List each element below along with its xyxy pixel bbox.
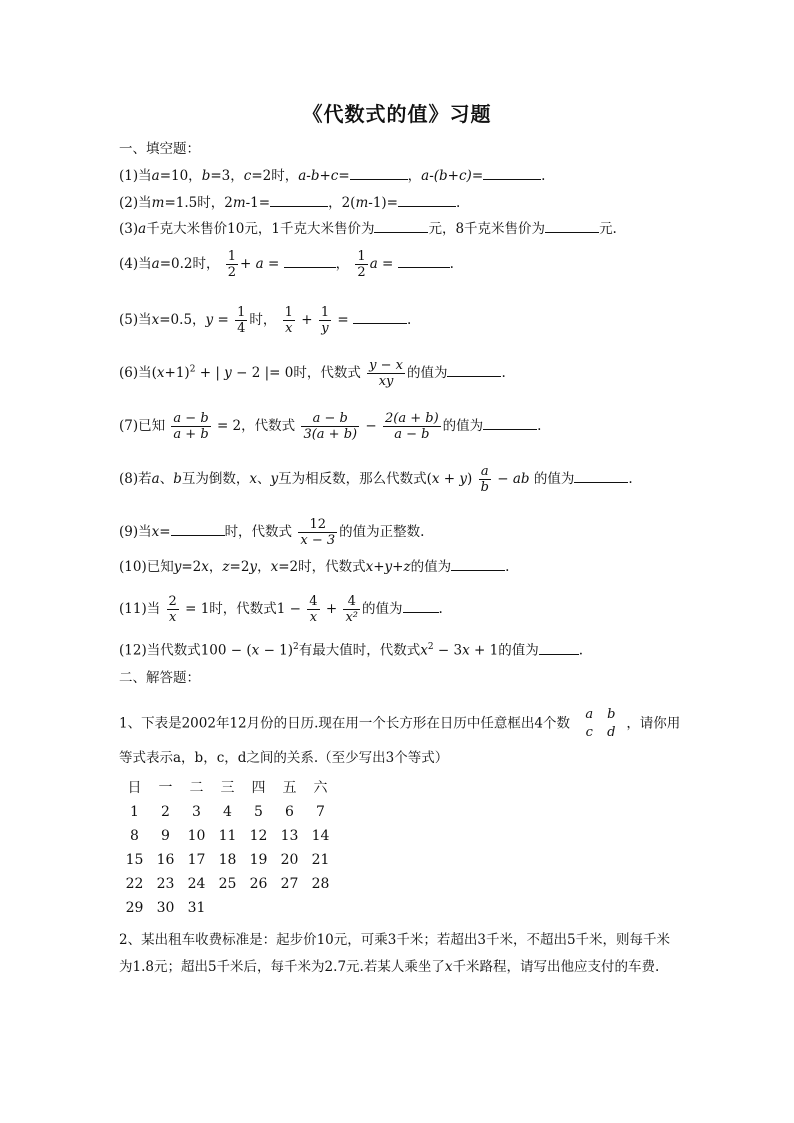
q10-text: . — [505, 559, 510, 575]
q10-text: ， — [257, 559, 271, 575]
calendar-day: 18 — [218, 852, 237, 868]
numerator: 12 — [309, 517, 327, 532]
weekday-header: 二 — [189, 780, 204, 796]
q8-text: . — [628, 471, 633, 487]
weekday-header: 三 — [220, 780, 235, 796]
q12-text: . — [578, 642, 584, 659]
q1-text: =2时， — [251, 168, 299, 184]
calendar-day: 7 — [316, 804, 325, 820]
answer-blank[interactable] — [171, 522, 225, 536]
q12-text: + 1 — [469, 642, 499, 659]
q1-text: =3， — [210, 168, 244, 184]
q8-var: a — [151, 471, 160, 487]
q2-text: (2)当 — [119, 195, 152, 211]
q11-text: 1 − — [276, 601, 306, 617]
q6-text: + | — [195, 365, 225, 381]
calendar-day: 24 — [187, 876, 206, 892]
problem-2-text: 为1.8元；超出5千米后，每千米为2.7元.若某人乘坐了 — [119, 959, 445, 975]
question-2 — [119, 193, 460, 212]
numerator: 4 — [347, 594, 356, 609]
answer-blank[interactable] — [284, 254, 336, 268]
denominator: 2 — [357, 265, 366, 280]
q5-text: + — [296, 312, 317, 328]
numerator: 4 — [309, 594, 318, 609]
numerator: 2 — [168, 594, 177, 609]
calendar-day: 22 — [125, 876, 144, 892]
q1-var: c — [243, 168, 252, 184]
denominator: a + b — [173, 427, 209, 442]
exponent: 2 — [189, 364, 196, 375]
q9-text: 的值为正整数. — [339, 524, 425, 540]
q3-text: 元，8千克米售价为 — [428, 221, 546, 237]
q12-text: − 1) — [259, 642, 294, 659]
answer-blank[interactable] — [270, 193, 328, 207]
answer-blank[interactable] — [483, 416, 537, 430]
section-answer-heading: 二、解答题： — [119, 670, 200, 686]
calendar-day: 8 — [130, 828, 139, 844]
q4-text: ， — [335, 256, 350, 272]
q3-text: 元. — [599, 221, 617, 237]
q5-text: =0.5， — [159, 312, 206, 328]
problem-1-text: ，请你用 — [626, 715, 681, 732]
q8-var: b — [173, 471, 182, 487]
q4-var: a — [151, 256, 160, 272]
q6-text: (6)当 — [119, 365, 152, 381]
q10-text: 的值为 — [410, 559, 452, 575]
q6-var: y — [224, 365, 232, 381]
fraction — [307, 594, 319, 625]
weekday-header: 五 — [282, 780, 297, 796]
calendar-week-row — [119, 824, 336, 848]
q8-text: 互为倒数， — [181, 471, 250, 487]
q8-text: 、 — [159, 471, 174, 487]
calendar-day: 1 — [130, 804, 139, 820]
problem-1-text: 1、下表是2002年12月份的日历.现在用一个长方形在日历中任意框出4个数 — [119, 715, 571, 732]
q5-var: y — [205, 312, 214, 328]
fraction — [283, 305, 295, 336]
q8-text: ( — [426, 471, 432, 487]
denominator: x — [307, 609, 319, 625]
q5-var: x — [151, 312, 160, 328]
q5-text: . — [407, 312, 412, 328]
fraction — [298, 517, 337, 548]
matrix-c: c — [585, 725, 593, 740]
q8-text: ) — [467, 471, 473, 487]
q6-text: − 2 |= 0时，代数式 — [231, 365, 361, 381]
q6-var: x — [156, 365, 165, 381]
q2-var: m — [151, 195, 165, 211]
q12-text: 100 − ( — [200, 642, 252, 659]
numerator: a — [480, 464, 489, 479]
q1-text: ， — [407, 168, 422, 184]
question-3 — [119, 219, 617, 238]
calendar-day: 12 — [249, 828, 268, 844]
denominator: x — [283, 320, 295, 336]
q12-var: x — [251, 642, 260, 659]
q5-text: 时， — [249, 312, 277, 328]
answer-blank[interactable] — [483, 166, 541, 180]
calendar-week-row — [119, 848, 336, 872]
question-1 — [119, 166, 545, 185]
q1-text: = — [471, 168, 484, 184]
q3-var: a — [138, 221, 147, 237]
calendar-week-row — [119, 800, 336, 824]
answer-blank[interactable] — [353, 310, 407, 324]
q7-text: = 2，代数式 — [212, 418, 296, 434]
q7-text: 的值为 — [442, 418, 484, 434]
denominator: 3(a + b) — [303, 427, 358, 442]
q2-text: ，2( — [328, 195, 356, 211]
q8-var: y — [270, 471, 279, 487]
calendar-day: 30 — [156, 900, 175, 916]
answer-blank[interactable] — [398, 193, 456, 207]
q4-text: . — [449, 256, 454, 272]
q2-text: =1.5时，2 — [164, 195, 233, 211]
weekday-header: 日 — [127, 780, 142, 796]
fraction — [319, 305, 331, 336]
q1-text: (1)当 — [119, 168, 152, 184]
q10-expr: x+y+z — [365, 559, 411, 575]
calendar-day: 6 — [285, 804, 294, 820]
q1-expr: a-(b+c) — [421, 168, 472, 184]
problem-1-line-2: 等式表示a，b，c，d之间的关系.（至少写出3个等式） — [119, 750, 449, 766]
question-12 — [119, 638, 583, 660]
q8-text: 的值为 — [529, 471, 575, 487]
denominator: x — [167, 609, 179, 625]
answer-blank[interactable] — [574, 469, 628, 483]
q10-text: =2时，代数式 — [278, 559, 366, 575]
calendar-week-row — [119, 896, 336, 920]
q12-var: x — [420, 642, 428, 659]
matrix-a: a — [585, 707, 594, 722]
question-9 — [119, 517, 424, 548]
calendar-day: 27 — [280, 876, 299, 892]
q6-text: ( — [151, 365, 157, 381]
calendar-day: 19 — [249, 852, 268, 868]
q2-text: . — [456, 195, 461, 211]
question-7 — [119, 411, 541, 442]
fraction — [235, 305, 247, 336]
q3-text: (3) — [119, 221, 139, 237]
q10-var: x — [201, 559, 209, 575]
exponent: 2 — [427, 642, 434, 652]
calendar-day: 9 — [161, 828, 170, 844]
page-title: 《代数式的值》习题 — [302, 102, 492, 126]
calendar-day: 4 — [223, 804, 232, 820]
denominator: y — [319, 320, 331, 336]
answer-blank[interactable] — [451, 557, 505, 571]
q1-expr: a-b+c — [298, 168, 339, 184]
exponent: 2 — [293, 642, 299, 652]
q9-text: (9)当 — [119, 524, 152, 540]
q8-text: (8)若 — [119, 471, 152, 487]
q3-text: 千克大米售价10元，1千克大米售价为 — [146, 221, 375, 237]
q11-text: + — [321, 601, 342, 617]
answer-blank[interactable] — [545, 219, 599, 233]
numerator: 1 — [284, 305, 293, 320]
q4-text: =0.2时， — [159, 256, 220, 272]
calendar-day: 5 — [254, 804, 263, 820]
q2-text: -1)= — [368, 195, 398, 211]
calendar-day: 23 — [156, 876, 175, 892]
q10-var: x — [270, 559, 279, 575]
q11-text: (11)当 — [119, 601, 161, 617]
q10-text: ， — [208, 559, 223, 575]
fraction — [367, 358, 405, 389]
numerator: 1 — [320, 305, 330, 320]
q11-text: . — [438, 601, 443, 617]
q6-text: . — [501, 365, 506, 381]
q4-text: (4)当 — [119, 256, 152, 272]
q1-var: a — [151, 168, 160, 184]
q9-text: 时，代数式 — [224, 524, 293, 540]
q1-text: . — [541, 168, 546, 184]
fraction — [301, 411, 359, 442]
calendar-header-row — [119, 776, 336, 800]
q4-var: a — [369, 256, 378, 272]
calendar-day: 10 — [187, 828, 206, 844]
q9-var: x — [151, 524, 160, 540]
question-10 — [119, 557, 509, 576]
numerator: 1 — [227, 249, 237, 264]
q6-text: 的值为 — [406, 365, 448, 381]
calendar-week-row — [119, 872, 336, 896]
q5-text: (5)当 — [119, 312, 152, 328]
calendar-day: 31 — [187, 900, 206, 916]
calendar-day: 28 — [311, 876, 330, 892]
q2-text: -1= — [245, 195, 271, 211]
answer-blank[interactable] — [539, 641, 579, 655]
q12-text: (12)当代数式 — [119, 642, 201, 659]
q10-var: z — [222, 559, 230, 575]
q10-text: (10)已知 — [119, 559, 174, 575]
denominator: x² — [345, 610, 358, 625]
q7-text: − — [361, 418, 381, 434]
q6-text: +1) — [164, 365, 190, 381]
q8-text: 互为相反数，那么代数式 — [278, 471, 427, 487]
problem-2-line-1: 2、某出租车收费标准是：起步价10元，可乘3千米；若超出3千米，不超出5千米，则每千米 — [119, 932, 671, 948]
q11-text: = 1时，代数式 — [180, 601, 277, 617]
q5-text: = — [333, 312, 354, 328]
answer-blank[interactable] — [350, 166, 408, 180]
calendar-table — [119, 776, 336, 920]
weekday-header: 四 — [251, 780, 266, 796]
question-5 — [119, 305, 411, 336]
q10-var: y — [173, 559, 182, 575]
fraction — [226, 249, 238, 280]
q4-text: = — [377, 256, 398, 272]
calendar-day: 17 — [187, 852, 206, 868]
denominator: xy — [367, 373, 405, 389]
fraction — [479, 464, 491, 495]
answer-blank[interactable] — [447, 363, 501, 377]
calendar-day: 2 — [161, 804, 170, 820]
q4-var: a — [255, 256, 264, 272]
question-8 — [119, 464, 633, 495]
q1-var: b — [201, 168, 211, 184]
calendar-day: 26 — [249, 876, 268, 892]
numerator: a − b — [312, 411, 348, 426]
calendar-day: 20 — [280, 852, 299, 868]
q12-text: 的值为 — [498, 642, 539, 659]
q7-text: (7)已知 — [119, 418, 166, 434]
matrix-b: b — [607, 707, 616, 722]
number-box — [578, 706, 622, 742]
q9-text: = — [159, 524, 171, 540]
calendar-day: 29 — [125, 900, 144, 916]
question-4 — [119, 249, 454, 280]
denominator: 4 — [237, 321, 246, 336]
calendar-day: 11 — [218, 828, 237, 844]
q10-text: =2 — [229, 559, 250, 575]
fraction — [171, 411, 210, 442]
question-6 — [119, 358, 506, 389]
calendar-day: 25 — [218, 876, 237, 892]
calendar-day: 13 — [280, 828, 299, 844]
q8-text: 、 — [256, 471, 271, 487]
q1-text: = — [338, 168, 350, 184]
section-fill-in-heading: 一、填空题： — [119, 141, 200, 157]
problem-2-var: x — [444, 959, 453, 975]
numerator: a − b — [173, 411, 209, 426]
answer-blank[interactable] — [374, 219, 428, 233]
problem-2-text: 千米路程，请写出他应支付的车费. — [452, 959, 660, 975]
question-11 — [119, 594, 443, 625]
q7-text: . — [537, 418, 542, 434]
problem-1-line-1 — [119, 706, 680, 742]
calendar-day: 14 — [311, 828, 330, 844]
denominator: b — [480, 480, 489, 495]
q12-var: x — [462, 642, 470, 659]
calendar-day: 3 — [192, 804, 201, 820]
fraction — [355, 249, 367, 280]
matrix-d: d — [607, 725, 616, 740]
calendar-day: 16 — [156, 852, 175, 868]
denominator: a − b — [383, 426, 441, 442]
q8-var: x — [249, 471, 257, 487]
q4-text: + — [240, 256, 256, 272]
numerator: y − x — [369, 358, 403, 373]
q1-text: =10， — [159, 168, 202, 184]
weekday-header: 六 — [313, 780, 328, 796]
q8-expr: x + y — [431, 471, 468, 487]
answer-blank[interactable] — [398, 254, 450, 268]
q5-text: = — [213, 312, 234, 328]
q2-var: m — [355, 195, 369, 211]
q10-text: =2 — [181, 559, 202, 575]
fraction — [167, 594, 179, 625]
q2-var: m — [232, 195, 246, 211]
numerator: 1 — [237, 305, 246, 320]
fraction — [383, 411, 441, 442]
q12-text: 有最大值时，代数式 — [298, 642, 421, 659]
problem-2-line-2 — [119, 958, 659, 976]
calendar-day: 15 — [125, 852, 144, 868]
numerator: 2(a + b) — [385, 411, 439, 426]
q4-text: = — [263, 256, 284, 272]
q12-text: − 3 — [433, 642, 463, 659]
calendar-day: 21 — [311, 852, 330, 868]
denominator: 2 — [227, 265, 237, 280]
q8-text: − — [492, 471, 513, 487]
q10-var: y — [249, 559, 258, 575]
numerator: 1 — [357, 249, 366, 264]
fraction — [343, 594, 360, 625]
q11-text: 的值为 — [362, 601, 403, 617]
denominator: x − 3 — [300, 533, 336, 548]
weekday-header: 一 — [158, 780, 173, 796]
q8-var: ab — [512, 471, 530, 487]
answer-blank[interactable] — [403, 599, 439, 613]
